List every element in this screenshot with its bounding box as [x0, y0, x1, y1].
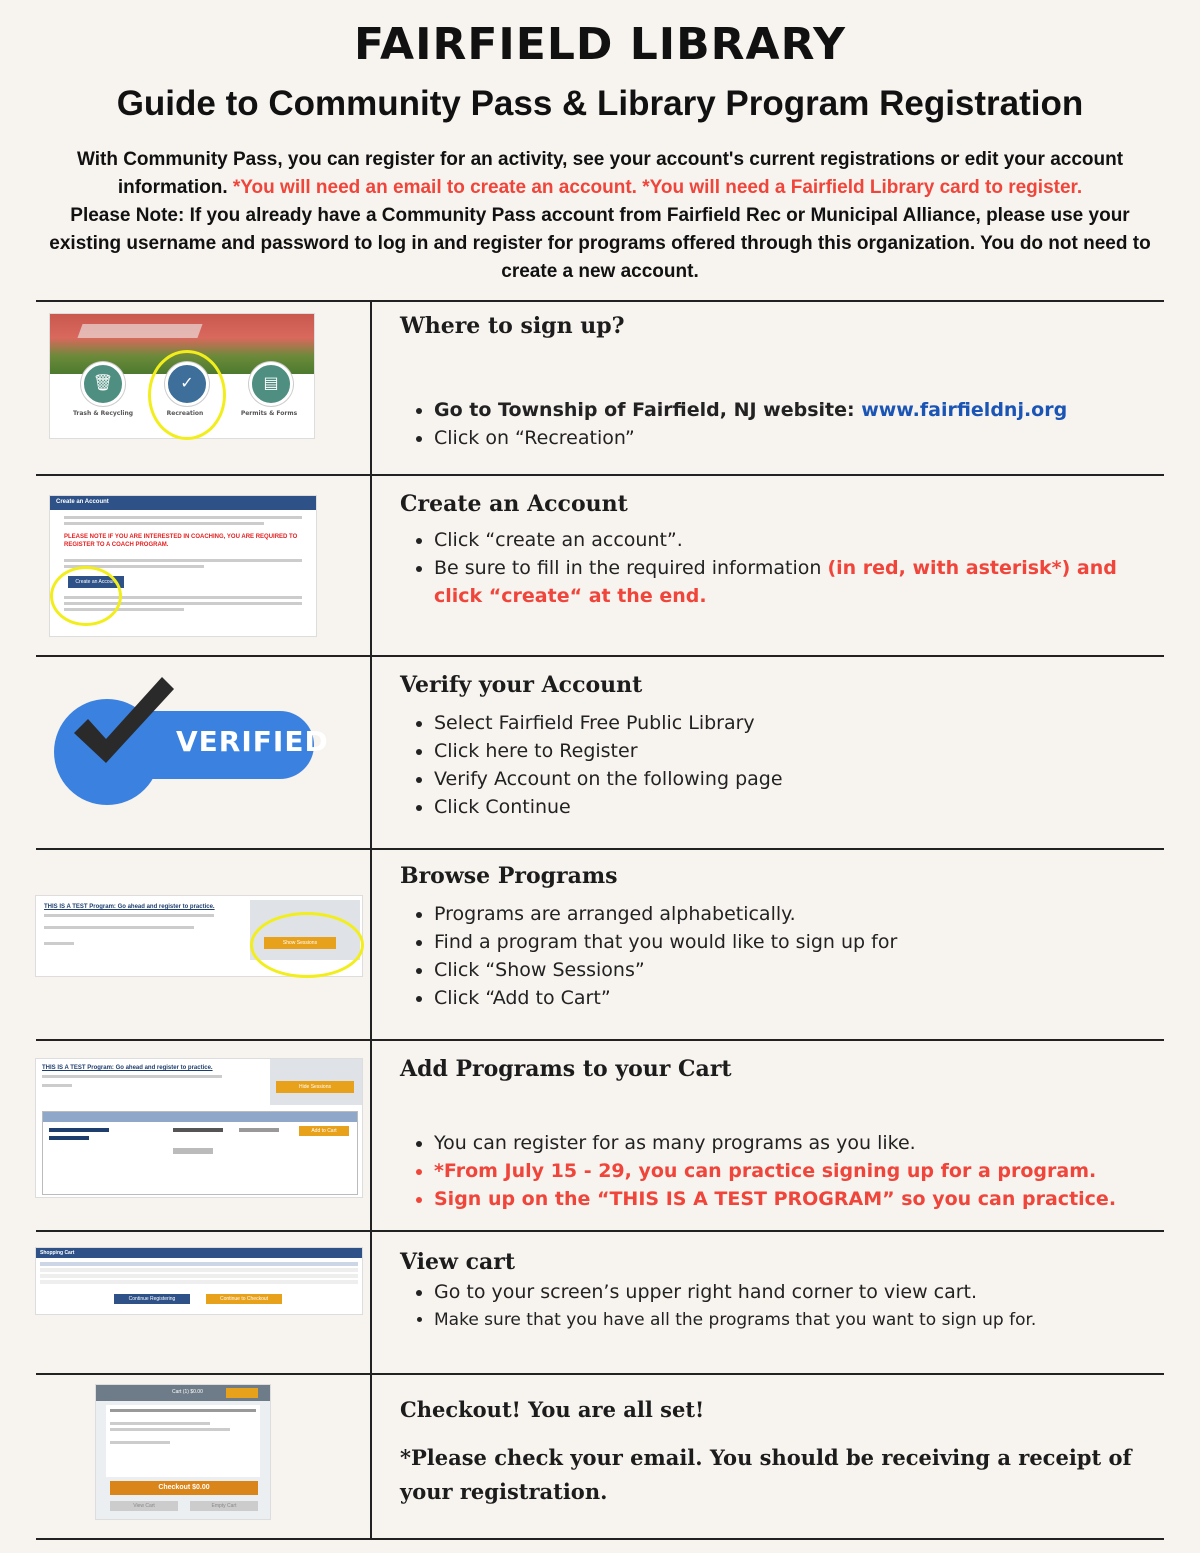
trash-icon: 🗑 — [81, 362, 125, 406]
intro-note: Please Note: If you already have a Community Pass account from Fairfield Rec or Municipal Alliance, please use your existing username and password to log in and register for programs offered through this organization. You do not need to create a new account. — [49, 205, 1151, 282]
steps-table — [36, 300, 1164, 1540]
step-verify-account — [36, 657, 1164, 850]
add-cart-screenshot — [36, 1059, 362, 1197]
intro-text — [36, 146, 1164, 286]
intro-requirements: *You will need an email to create an account. *You will need a Fairfield Library card to register. — [232, 177, 1083, 198]
list-item: • Be sure to fill in the required information (in red, with asterisk*) and click “create“ at the end. — [434, 554, 1164, 610]
step-list — [400, 526, 1164, 610]
step-heading: Checkout! You are all set! — [400, 1397, 705, 1422]
list-item: • Go to your screen’s upper right hand corner to view cart. — [434, 1278, 1164, 1306]
step-view-cart — [36, 1232, 1164, 1375]
list-item: • Click “create an account”. — [434, 526, 1164, 554]
highlight-circle — [148, 350, 226, 440]
verified-text: VERIFIED — [176, 725, 329, 758]
list-item: • Verify Account on the following page — [434, 765, 1164, 793]
thumb-warning: PLEASE NOTE IF YOU ARE INTERESTED IN COACHING, YOU ARE REQUIRED TO REGISTER TO A COACH PROGRAM. — [64, 534, 298, 548]
thumb-add-to-cart-button: Add to Cart — [299, 1126, 349, 1136]
list-item: • You can register for as many programs as you like. — [434, 1129, 1164, 1157]
step-heading: Where to sign up? — [400, 313, 625, 339]
verified-badge — [54, 699, 329, 805]
cart-screenshot — [36, 1248, 362, 1314]
step-heading: Verify your Account — [400, 672, 643, 698]
thumb-create-button: Create an Account — [68, 576, 124, 588]
step-heading: Browse Programs — [400, 863, 618, 889]
website-link[interactable]: www.fairfieldnj.org — [861, 399, 1068, 421]
thumb-empty-cart-button: Empty Cart — [190, 1501, 258, 1511]
checkout-screenshot — [96, 1385, 270, 1519]
step-list — [400, 1278, 1164, 1334]
list-item: • *From July 15 - 29, you can practice signing up for a program. — [434, 1157, 1164, 1185]
page-title: FAIRFIELD LIBRARY — [354, 19, 846, 70]
thumb-continue-button: Continue Registering — [114, 1294, 190, 1304]
step-checkout — [36, 1375, 1164, 1540]
intro-line: With Community Pass, you can register for an activity, see your account's current registrations or edit your account information. — [76, 149, 1124, 198]
step-create-account — [36, 476, 1164, 657]
list-item: • Click on “Recreation” — [434, 424, 1164, 452]
thumb-program-title: THIS IS A TEST Program: Go ahead and register to practice. — [42, 1065, 213, 1071]
thumb-program-title: THIS IS A TEST Program: Go ahead and register to practice. — [44, 904, 215, 910]
step-list — [400, 900, 1164, 1012]
thumb-hide-sessions-button: Hide Sessions — [276, 1081, 354, 1093]
checkout-message: *Please check your email. You should be receiving a receipt of your registration. — [400, 1445, 1132, 1504]
step-heading: Create an Account — [400, 491, 628, 517]
list-item: • Make sure that you have all the programs that you want to sign up for. — [434, 1306, 1164, 1334]
list-item: • Sign up on the “THIS IS A TEST PROGRAM” so you can practice. — [434, 1185, 1164, 1213]
recreation-icon: ✓ — [165, 362, 209, 406]
list-item: • Find a program that you would like to sign up for — [434, 928, 1164, 956]
thumb-checkout-button: Checkout $0.00 — [110, 1481, 258, 1495]
checkmark-icon — [66, 671, 176, 771]
permits-icon: ▤ — [249, 362, 293, 406]
step-heading: Add Programs to your Cart — [400, 1056, 732, 1082]
highlight-circle — [250, 912, 364, 978]
page-subtitle: Guide to Community Pass & Library Program Registration — [116, 84, 1084, 123]
step-add-to-cart — [36, 1041, 1164, 1232]
list-item: • Select Fairfield Free Public Library — [434, 709, 1164, 737]
step-where-to-sign-up — [36, 302, 1164, 476]
thumb-view-cart-button: View Cart — [110, 1501, 178, 1511]
list-item: • Go to Township of Fairfield, NJ website: www.fairfieldnj.org — [434, 396, 1164, 424]
step-list — [400, 1129, 1164, 1213]
thumb-label-trash: Trash & Recycling — [72, 410, 134, 417]
highlight-circle — [50, 566, 122, 626]
list-item: • Click here to Register — [434, 737, 1164, 765]
step-list — [400, 396, 1164, 452]
step-heading: View cart — [400, 1249, 516, 1275]
step-browse-programs — [36, 850, 1164, 1041]
thumb-title: Create an Account — [50, 496, 316, 510]
thumb-show-sessions-button: Show Sessions — [264, 937, 336, 949]
list-item: • Click “Show Sessions” — [434, 956, 1164, 984]
thumb-cart-label: Cart (1) $0.00 — [172, 1389, 203, 1395]
list-item: • Programs are arranged alphabetically. — [434, 900, 1164, 928]
step-list — [400, 709, 1164, 821]
thumb-checkout-button: Continue to Checkout — [206, 1294, 282, 1304]
list-item: • Click Continue — [434, 793, 1164, 821]
thumb-title: Shopping Cart — [36, 1248, 362, 1258]
list-item: • Click “Add to Cart” — [434, 984, 1164, 1012]
thumb-label-permits: Permits & Forms — [240, 410, 298, 417]
thumb-label-recreation: Recreation — [166, 410, 204, 417]
